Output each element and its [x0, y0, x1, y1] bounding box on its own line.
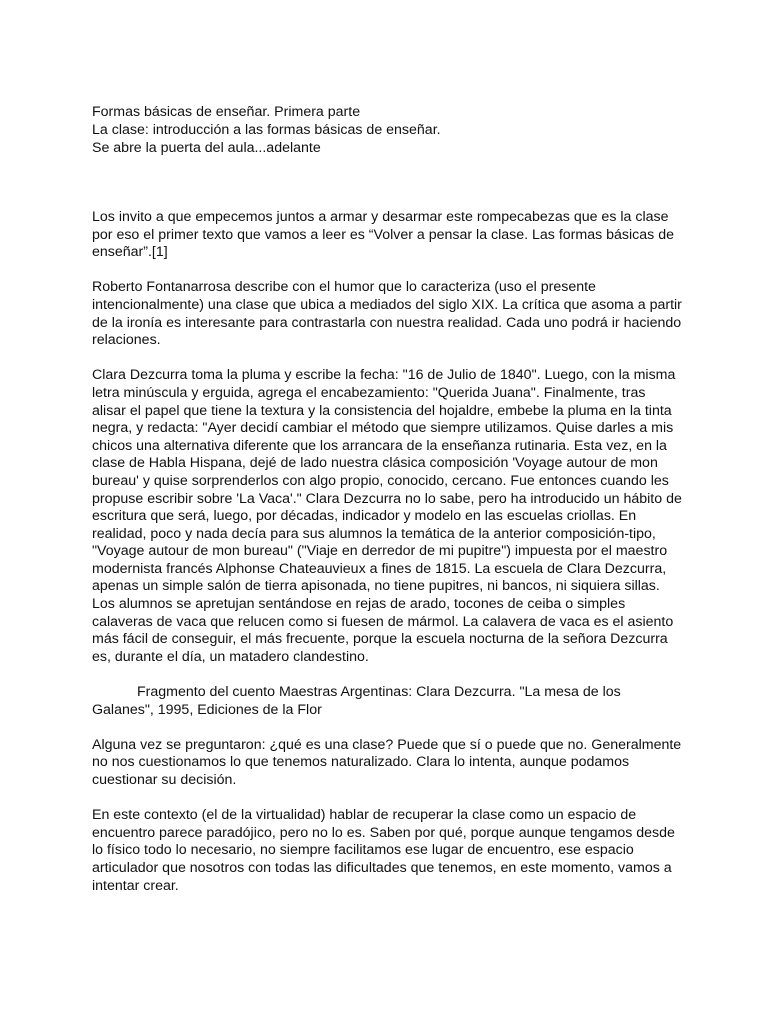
header-tagline: Se abre la puerta del aula...adelante	[92, 140, 321, 156]
paragraph-intro: Los invito a que empecemos juntos a armar y desarmar este rompecabezas que es la clase por eso el primer texto que vamos a leer es “Volver a pensar la clase. Las formas básicas de enseñar”.[1]	[92, 209, 674, 261]
header-title-line: Formas básicas de enseñar. Primera parte	[92, 104, 361, 120]
document-body	[92, 209, 682, 913]
paragraph-citation: Fragmento del cuento Maestras Argentinas: Clara Dezcurra. "La mesa de los Galanes", 1995, Ediciones de la Flor	[92, 684, 621, 718]
paragraph-fontanarrosa: Roberto Fontanarrosa describe con el humor que lo caracteriza (uso el presente intencionalmente) una clase que ubica a mediados del siglo XIX. La crítica que asoma a partir de la ironía es interesante para contrastarla con nuestra realidad. Cada uno podrá ir haciendo relaciones.	[92, 279, 682, 349]
paragraph-question: Alguna vez se preguntaron: ¿qué es una clase? Puede que sí o puede que no. Generalmente no nos cuestionamos lo que tenemos naturalizado. Clara lo intenta, aunque podamos cuestionar su decisión.	[92, 736, 682, 788]
document-header	[92, 103, 692, 157]
paragraph-context: En este contexto (el de la virtualidad) hablar de recuperar la clase como un espacio de encuentro parece paradójico, pero no lo es. Saben por qué, porque aunque tengamos desde lo físico todo lo necesario, no siempre facilitamos ese lugar de encuentro, ese espacio articulador que nosotros con todas las dificultades que tenemos, en este momento, vamos a intentar crear.	[92, 807, 675, 894]
header-subtitle-line: La clase: introducción a las formas básicas de enseñar.	[92, 122, 441, 138]
paragraph-story-excerpt: Clara Dezcurra toma la pluma y escribe la fecha: "16 de Julio de 1840". Luego, con la misma letra minúscula y erguida, agrega el encabezamiento: "Querida Juana". Finalmente, tras alisar el papel que tiene la textura y la consistencia del hojaldre, embebe la pluma en la tinta negra, y redacta: "Ayer decidí cambiar el método que siempre utilizamos. Quise darles a mis chicos una alternativa diferente que los arrancara de la enseñanza rutinaria. Esta vez, en la clase de Habla Hispana, dejé de lado nuestra clásica composición 'Voyage autour de mon bureau' y quise sorprenderlos con algo propio, conocido, cercano. Fue entonces cuando les propuse escribir sobre 'La Vaca'." Clara Dezcurra no lo sabe, pero ha introducido un hábito de escritura que será, luego, por décadas, indicador y modelo en las escuelas criollas. En realidad, poco y nada decía para sus alumnos la temática de la anterior composición-tipo, "Voyage autour de mon bureau" ("Viaje en derredor de mi pupitre") impuesta por el maestro modernista francés Alphonse Chateauvieux a fines de 1815. La escuela de Clara Dezcurra, apenas un simple salón de tierra apisonada, no tiene pupitres, ni bancos, ni siquiera sillas. Los alumnos se apretujan sentándose en rejas de arado, tocones de ceiba o simples calaveras de vaca que relucen como si fuesen de mármol. La calavera de vaca es el asiento más fácil de conseguir, el más frecuente, porque la escuela nocturna de la señora Dezcurra es, durante el día, un matadero clandestino.	[92, 367, 682, 665]
